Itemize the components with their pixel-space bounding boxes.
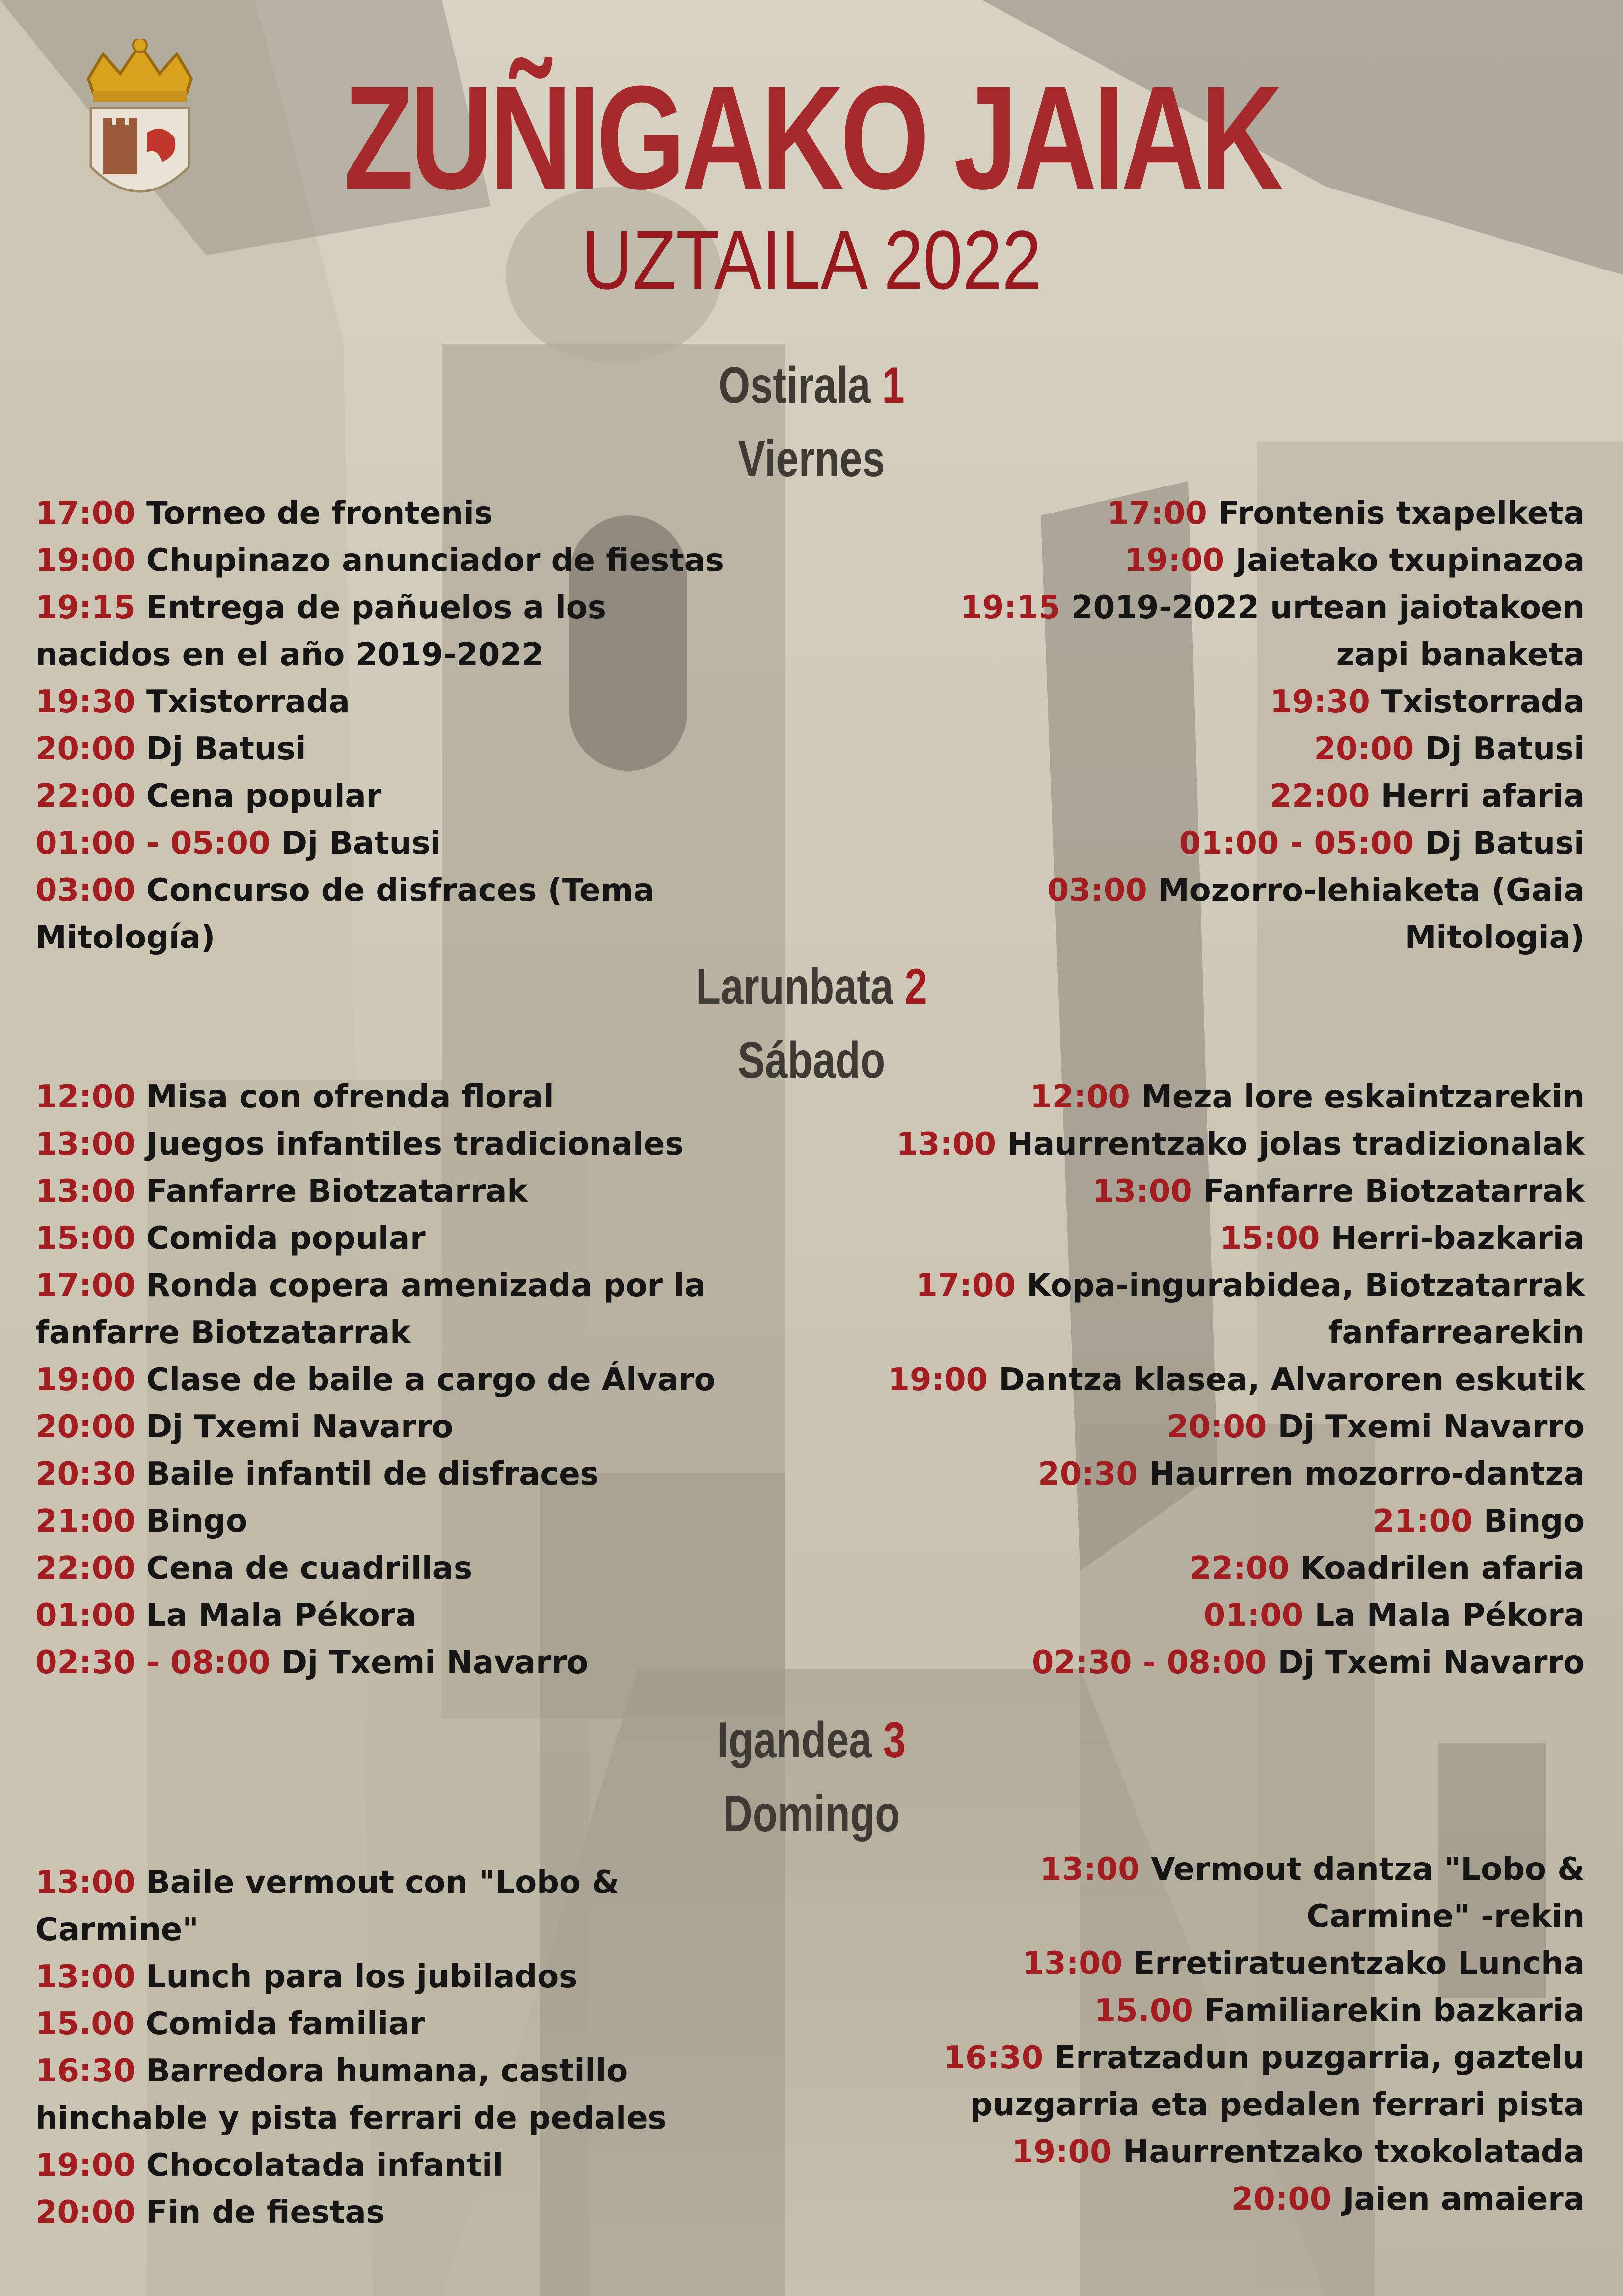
- event-text: Dj Batusi: [281, 825, 441, 862]
- event-time: 15.00: [1094, 1993, 1193, 2029]
- event-time: 13:00: [1040, 1851, 1140, 1888]
- event-text: Herri-bazkaria: [1330, 1220, 1585, 1257]
- day-2-schedule-eu: [878, 1074, 1585, 1686]
- event-time: 19:00: [35, 2147, 135, 2184]
- event-time: 01:00 - 05:00: [35, 825, 270, 862]
- event-time: 22:00: [1270, 778, 1370, 814]
- event-time: 21:00: [35, 1503, 135, 1540]
- event-time: 17:00: [35, 1268, 135, 1304]
- event-text: Jaietako txupinazoa: [1235, 542, 1585, 579]
- event-time: 20:00: [35, 731, 135, 767]
- event-row: [35, 1953, 742, 2000]
- event-row: [35, 1074, 742, 1121]
- event-time: 22:00: [1189, 1550, 1290, 1587]
- day-1-name-eu: Ostirala: [718, 357, 871, 414]
- event-row: [878, 537, 1585, 584]
- event-text: Dj Batusi: [1425, 825, 1585, 862]
- event-row: [35, 537, 742, 584]
- event-time: 20:00: [1166, 1409, 1267, 1445]
- event-text: La Mala Pékora: [1314, 1597, 1585, 1634]
- event-text: Barredora humana, castillo hinchable y pista ferrari de pedales: [35, 2053, 667, 2136]
- event-text: Dj Txemi Navarro: [281, 1645, 589, 1681]
- event-row: [35, 820, 742, 867]
- day-3-name-eu: Igandea: [717, 1712, 872, 1769]
- event-time: 20:00: [35, 1409, 135, 1445]
- event-time: 20:30: [35, 1456, 135, 1492]
- poster-subtitle: UZTAILA 2022: [581, 214, 1042, 307]
- event-time: 15.00: [35, 2006, 135, 2042]
- event-time: 02:30 - 08:00: [1031, 1645, 1267, 1681]
- event-text: Erretiratuentzako Luncha: [1133, 1945, 1585, 1982]
- event-text: Jaien amaiera: [1342, 2181, 1585, 2217]
- event-row: [878, 1451, 1585, 1498]
- event-text: Comida popular: [146, 1220, 426, 1257]
- event-text: Bingo: [146, 1503, 248, 1540]
- event-row: [35, 584, 742, 678]
- event-row: [35, 1498, 742, 1545]
- day-2-heading-es: Sábado: [737, 1032, 886, 1089]
- event-text: Cena de cuadrillas: [146, 1550, 473, 1587]
- event-time: 15:00: [35, 1220, 135, 1257]
- day-3-heading-es: Domingo: [723, 1785, 900, 1842]
- event-time: 13:00: [35, 1173, 135, 1210]
- event-text: Clase de baile a cargo de Álvaro: [146, 1362, 716, 1398]
- day-1-heading-es: Viernes: [738, 431, 885, 487]
- event-text: Dantza klasea, Alvaroren eskutik: [999, 1362, 1585, 1398]
- event-time: 19:00: [1011, 2134, 1112, 2170]
- event-row: [878, 726, 1585, 773]
- event-time: 13:00: [896, 1126, 997, 1162]
- event-row: [35, 2000, 742, 2048]
- poster-title: ZUÑIGAKO JAIAK: [344, 55, 1279, 220]
- event-time: 17:00: [35, 495, 135, 532]
- event-time: 17:00: [916, 1268, 1016, 1304]
- event-time: 13:00: [35, 1126, 135, 1162]
- event-row: [35, 1859, 742, 1953]
- event-text: Familiarekin bazkaria: [1204, 1993, 1585, 2029]
- event-text: Mozorro-lehiaketa (Gaia Mitologia): [1158, 872, 1585, 956]
- event-text: Torneo de frontenis: [146, 495, 493, 532]
- event-row: [878, 490, 1585, 537]
- event-text: Dj Txemi Navarro: [1277, 1409, 1585, 1445]
- event-row: [878, 678, 1585, 726]
- event-row: [35, 1262, 742, 1356]
- day-3-schedule-eu: [878, 1846, 1585, 2223]
- event-row: [878, 1592, 1585, 1639]
- event-row: [878, 773, 1585, 820]
- event-text: Juegos infantiles tradicionales: [146, 1126, 684, 1162]
- event-text: Baile infantil de disfraces: [146, 1456, 599, 1492]
- event-time: 15:00: [1219, 1220, 1320, 1257]
- event-text: Meza lore eskaintzarekin: [1141, 1079, 1585, 1115]
- event-time: 13:00: [35, 1959, 135, 1995]
- event-row: [878, 1940, 1585, 1987]
- event-time: 19:00: [35, 542, 135, 579]
- event-row: [35, 1168, 742, 1215]
- event-text: Frontenis txapelketa: [1218, 495, 1585, 532]
- event-time: 19:30: [1270, 684, 1370, 720]
- event-time: 01:00: [1203, 1597, 1304, 1634]
- event-row: [878, 1262, 1585, 1356]
- event-text: Dj Txemi Navarro: [146, 1409, 454, 1445]
- event-row: [878, 867, 1585, 961]
- event-text: Haurrentzako jolas tradizionalak: [1007, 1126, 1585, 1162]
- event-text: Dj Txemi Navarro: [1277, 1645, 1585, 1681]
- event-time: 02:30 - 08:00: [35, 1645, 270, 1681]
- event-time: 20:30: [1038, 1456, 1138, 1492]
- event-row: [35, 867, 742, 961]
- day-1-number: 1: [882, 357, 905, 414]
- event-time: 19:15: [960, 590, 1060, 626]
- event-text: Bingo: [1483, 1503, 1585, 1540]
- event-row: [878, 1074, 1585, 1121]
- event-time: 03:00: [1047, 872, 1147, 909]
- event-time: 03:00: [35, 872, 135, 909]
- event-text: 2019-2022 urtean jaiotakoen zapi banaketa: [1071, 590, 1585, 673]
- event-row: [878, 1987, 1585, 2034]
- event-row: [35, 490, 742, 537]
- event-row: [35, 1215, 742, 1262]
- event-time: 19:00: [35, 1362, 135, 1398]
- event-text: Haurrentzako txokolatada: [1122, 2134, 1585, 2170]
- event-time: 20:00: [1231, 2181, 1332, 2217]
- event-text: Kopa-ingurabidea, Biotzatarrak fanfarrearekin: [1027, 1268, 1585, 1351]
- event-time: 01:00: [35, 1597, 135, 1634]
- event-row: [35, 1592, 742, 1639]
- event-row: [878, 1215, 1585, 1262]
- event-time: 13:00: [1092, 1173, 1192, 1210]
- event-text: Fin de fiestas: [146, 2194, 385, 2231]
- event-row: [878, 1168, 1585, 1215]
- event-text: Dj Batusi: [146, 731, 306, 767]
- event-text: Vermout dantza "Lobo & Carmine" -rekin: [1151, 1851, 1585, 1935]
- event-time: 12:00: [1030, 1079, 1130, 1115]
- event-row: [35, 1404, 742, 1451]
- event-row: [878, 2129, 1585, 2176]
- event-time: 19:15: [35, 590, 135, 626]
- event-row: [878, 1545, 1585, 1592]
- day-3-schedule-es: [35, 1859, 742, 2236]
- event-text: Txistorrada: [146, 684, 350, 720]
- event-row: [878, 1121, 1585, 1168]
- event-row: [35, 2189, 742, 2236]
- event-time: 20:00: [35, 2194, 135, 2231]
- event-text: Entrega de pañuelos a los nacidos en el año 2019-2022: [35, 590, 606, 673]
- event-time: 22:00: [35, 1550, 135, 1587]
- event-text: La Mala Pékora: [146, 1597, 417, 1634]
- event-time: 17:00: [1107, 495, 1207, 532]
- event-row: [878, 1404, 1585, 1451]
- day-1-heading-eu: [162, 349, 1461, 422]
- event-time: 13:00: [1022, 1945, 1123, 1982]
- event-text: Baile vermout con "Lobo & Carmine": [35, 1864, 620, 1948]
- event-text: Fanfarre Biotzatarrak: [146, 1173, 528, 1210]
- event-time: 01:00 - 05:00: [1179, 825, 1414, 862]
- event-row: [35, 2142, 742, 2189]
- event-time: 19:00: [888, 1362, 988, 1398]
- day-2-heading-eu: [162, 950, 1461, 1024]
- event-time: 16:30: [35, 2053, 135, 2089]
- event-row: [878, 1356, 1585, 1404]
- event-text: Ronda copera amenizada por la fanfarre Biotzatarrak: [35, 1268, 706, 1351]
- event-text: Cena popular: [146, 778, 382, 814]
- day-1-schedule-eu: [878, 490, 1585, 961]
- event-row: [878, 2034, 1585, 2129]
- event-text: Herri afaria: [1380, 778, 1585, 814]
- event-time: 16:30: [943, 2040, 1044, 2076]
- event-row: [35, 773, 742, 820]
- event-time: 20:00: [1314, 731, 1414, 767]
- event-row: [878, 2176, 1585, 2223]
- event-text: Concurso de disfraces (Tema Mitología): [35, 872, 655, 956]
- event-row: [878, 1846, 1585, 1940]
- event-text: Lunch para los jubilados: [146, 1959, 578, 1995]
- event-row: [878, 1498, 1585, 1545]
- event-time: 22:00: [35, 778, 135, 814]
- event-row: [35, 726, 742, 773]
- day-1-schedule-es: [35, 490, 742, 961]
- event-row: [35, 1639, 742, 1686]
- event-text: Haurren mozorro-dantza: [1149, 1456, 1585, 1492]
- event-text: Chocolatada infantil: [146, 2147, 504, 2184]
- event-row: [35, 1356, 742, 1404]
- event-time: 12:00: [35, 1079, 135, 1115]
- event-time: 21:00: [1372, 1503, 1473, 1540]
- event-text: Koadrilen afaria: [1300, 1550, 1585, 1587]
- event-text: Fanfarre Biotzatarrak: [1203, 1173, 1585, 1210]
- event-row: [878, 820, 1585, 867]
- event-text: Chupinazo anunciador de fiestas: [146, 542, 724, 579]
- day-2-schedule-es: [35, 1074, 742, 1686]
- event-row: [35, 1121, 742, 1168]
- event-time: 13:00: [35, 1864, 135, 1901]
- event-row: [35, 1545, 742, 1592]
- event-text: Dj Batusi: [1425, 731, 1585, 767]
- day-3-number: 3: [883, 1712, 906, 1769]
- day-2-name-eu: Larunbata: [696, 958, 893, 1015]
- event-row: [35, 2048, 742, 2142]
- event-text: Erratzadun puzgarria, gaztelu puzgarria eta pedalen ferrari pista: [970, 2040, 1585, 2123]
- event-time: 19:30: [35, 684, 135, 720]
- event-row: [35, 1451, 742, 1498]
- event-row: [878, 584, 1585, 678]
- event-text: Txistorrada: [1381, 684, 1585, 720]
- event-row: [35, 678, 742, 726]
- day-2-number: 2: [904, 958, 927, 1015]
- event-text: Comida familiar: [145, 2006, 425, 2042]
- event-time: 19:00: [1124, 542, 1225, 579]
- event-row: [878, 1639, 1585, 1686]
- event-text: Misa con ofrenda floral: [146, 1079, 554, 1115]
- day-3-heading-eu: [162, 1703, 1461, 1777]
